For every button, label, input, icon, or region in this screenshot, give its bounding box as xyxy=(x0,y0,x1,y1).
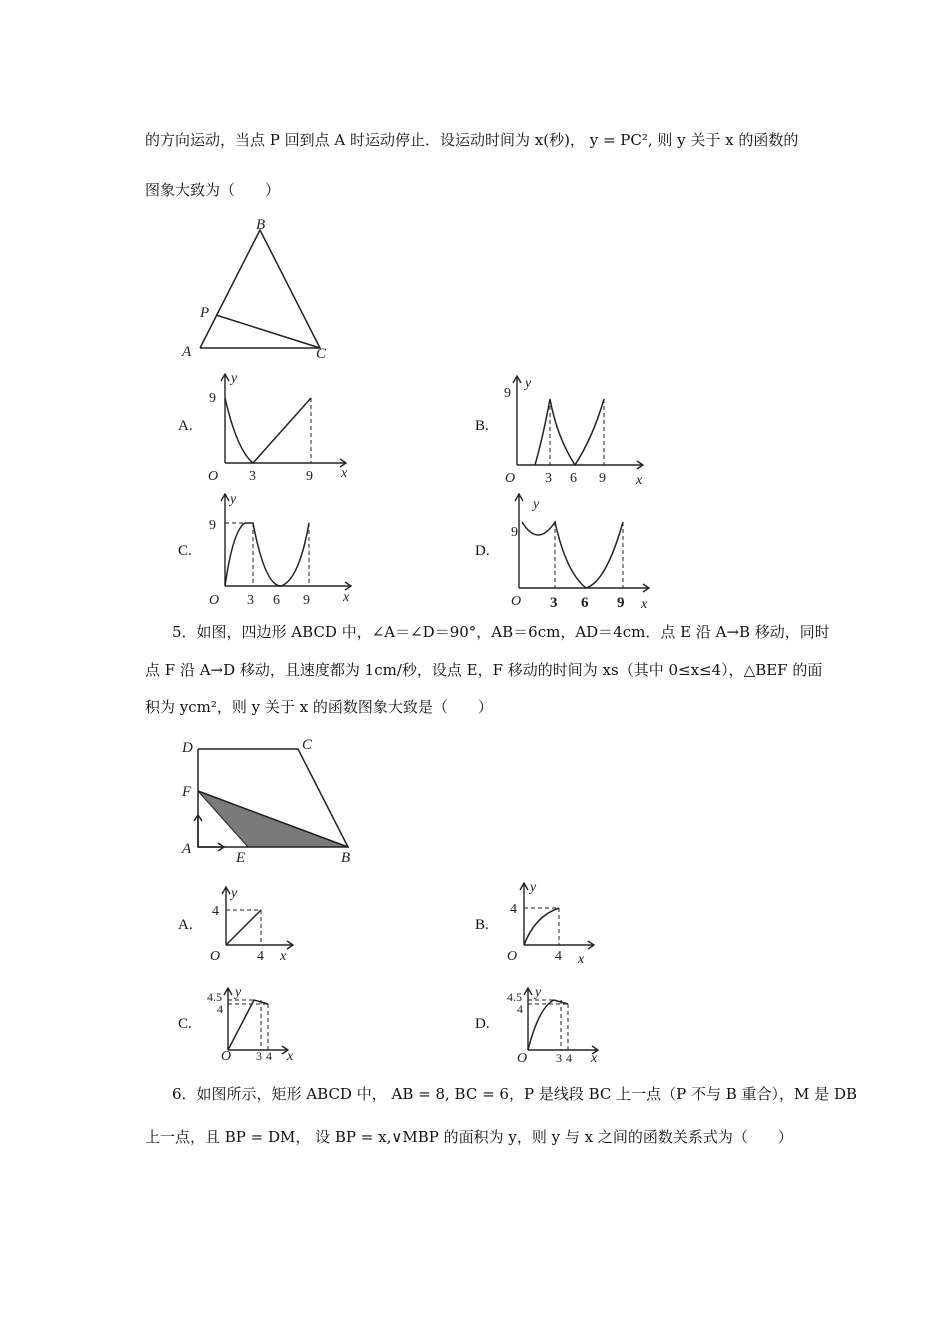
svg-text:6: 6 xyxy=(581,595,589,611)
q4-option-D-graph[interactable] xyxy=(500,492,650,612)
q4-text-line-2: 图象大致为（ ） xyxy=(145,181,281,199)
svg-text:y: y xyxy=(235,985,242,1000)
q4-option-A-label[interactable]: A. xyxy=(178,418,193,434)
svg-text:4: 4 xyxy=(555,949,562,964)
svg-text:F: F xyxy=(182,784,192,800)
q4-label-P: P xyxy=(200,305,210,321)
svg-text:6: 6 xyxy=(273,593,280,608)
svg-text:9: 9 xyxy=(617,595,625,611)
svg-text:9: 9 xyxy=(599,471,606,486)
svg-text:4: 4 xyxy=(217,1002,223,1016)
svg-text:4: 4 xyxy=(212,904,219,919)
svg-text:x: x xyxy=(343,590,350,605)
q4-option-D-label[interactable]: D. xyxy=(475,543,490,559)
svg-text:3: 3 xyxy=(545,471,552,486)
q5-text-line-1: 5．如图，四边形 ABCD 中，∠A＝∠D＝90°，AB＝6cm，AD＝4cm．点 E 沿 A→B 移动，同时 xyxy=(172,623,830,641)
q4-triangle-figure xyxy=(180,218,340,363)
svg-text:9: 9 xyxy=(209,518,216,533)
svg-text:9: 9 xyxy=(504,386,511,401)
q4-label-B: B xyxy=(256,217,266,233)
q5-option-C-graph[interactable] xyxy=(205,983,305,1063)
svg-text:4: 4 xyxy=(266,1049,272,1063)
svg-text:9: 9 xyxy=(306,469,313,484)
q4-option-C-graph[interactable] xyxy=(205,490,355,608)
svg-text:O: O xyxy=(209,593,220,608)
q4-option-B-graph[interactable] xyxy=(500,375,645,490)
svg-text:y: y xyxy=(525,376,532,391)
q4-option-C-label[interactable]: C. xyxy=(178,543,192,559)
q4-label-C: C xyxy=(316,346,327,362)
svg-text:4: 4 xyxy=(517,1002,523,1016)
svg-text:6: 6 xyxy=(570,471,577,486)
svg-text:D: D xyxy=(182,740,193,756)
q4-option-A-graph[interactable] xyxy=(205,370,350,485)
svg-text:x: x xyxy=(578,952,585,967)
svg-text:y: y xyxy=(530,880,537,895)
q5-option-C-label[interactable]: C. xyxy=(178,1016,192,1032)
q5-option-A-graph[interactable] xyxy=(207,882,307,967)
svg-text:x: x xyxy=(341,466,348,481)
q5-option-B-label[interactable]: B. xyxy=(475,917,489,933)
svg-text:3: 3 xyxy=(249,469,256,484)
svg-text:y: y xyxy=(533,497,540,512)
svg-text:O: O xyxy=(210,949,221,964)
svg-text:9: 9 xyxy=(511,525,518,540)
svg-text:3: 3 xyxy=(556,1051,562,1065)
q5-option-A-label[interactable]: A. xyxy=(178,917,193,933)
svg-text:A: A xyxy=(182,841,192,857)
svg-text:B: B xyxy=(341,850,351,866)
svg-text:E: E xyxy=(236,850,246,866)
svg-text:3: 3 xyxy=(256,1049,262,1063)
q6-text-line-1: 6．如图所示，矩形 ABCD 中， AB = 8, BC = 6，P 是线段 BC 上一点（P 不与 B 重合），M 是 DB xyxy=(172,1085,857,1103)
svg-text:3: 3 xyxy=(247,593,254,608)
svg-text:x: x xyxy=(280,949,287,964)
svg-text:O: O xyxy=(221,1049,232,1064)
svg-text:x: x xyxy=(636,473,643,488)
svg-text:O: O xyxy=(511,594,522,609)
svg-text:O: O xyxy=(505,471,516,486)
svg-text:4: 4 xyxy=(257,949,264,964)
svg-text:x: x xyxy=(591,1051,598,1066)
q5-option-B-graph[interactable] xyxy=(505,878,605,967)
q4-option-B-label[interactable]: B. xyxy=(475,418,489,434)
svg-text:y: y xyxy=(231,886,238,901)
q5-option-D-label[interactable]: D. xyxy=(475,1016,490,1032)
q4-text-line-1: 的方向运动，当点 P 回到点 A 时运动停止．设运动时间为 x(秒)， y = PC², 则 y 关于 x 的函数的 xyxy=(145,131,799,149)
svg-text:4: 4 xyxy=(510,902,517,917)
svg-text:O: O xyxy=(507,949,518,964)
svg-text:4: 4 xyxy=(566,1051,572,1065)
svg-text:y: y xyxy=(231,371,238,386)
svg-text:O: O xyxy=(208,469,219,484)
svg-text:C: C xyxy=(302,737,313,753)
svg-text:O: O xyxy=(517,1051,528,1066)
q4-label-A: A xyxy=(182,344,192,360)
q5-option-D-graph[interactable] xyxy=(505,983,605,1066)
svg-text:y: y xyxy=(230,492,237,507)
svg-text:9: 9 xyxy=(303,593,310,608)
q5-text-line-3: 积为 ycm²，则 y 关于 x 的函数图象大致是（ ） xyxy=(145,698,493,716)
q6-text-line-2: 上一点，且 BP = DM， 设 BP = x,∨MBP 的面积为 y，则 y 与 x 之间的函数关系式为（ ） xyxy=(145,1128,793,1146)
svg-text:x: x xyxy=(641,597,648,612)
svg-text:4.5: 4.5 xyxy=(507,990,522,1004)
svg-text:9: 9 xyxy=(209,391,216,406)
svg-text:y: y xyxy=(535,985,542,1000)
q5-quadrilateral-figure xyxy=(178,735,368,865)
svg-text:x: x xyxy=(287,1049,294,1064)
svg-text:3: 3 xyxy=(550,595,558,611)
q5-text-line-2: 点 F 沿 A→D 移动，且速度都为 1cm/秒，设点 E，F 移动的时间为 xs（其中 0≤x≤4），△BEF 的面 xyxy=(145,661,823,679)
svg-text:4.5: 4.5 xyxy=(207,990,222,1004)
